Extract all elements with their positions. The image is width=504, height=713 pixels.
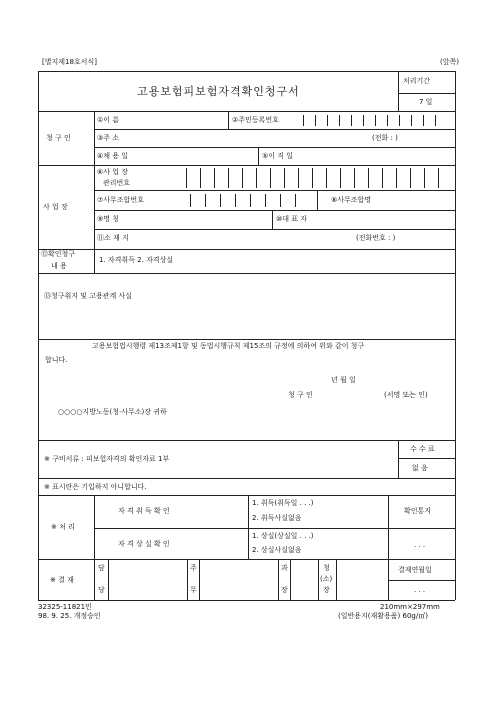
loss-item-1: 1. 상실(상실일 . . .) bbox=[252, 532, 314, 540]
approval-cell-3b: 장 bbox=[281, 586, 288, 594]
acquisition-check-label: 자 격 취 득 확 인 bbox=[118, 507, 170, 515]
declaration-text-2: 합니다. bbox=[45, 356, 68, 364]
name-field-label: ①이 름 bbox=[97, 116, 120, 124]
notification-label: 확인통지 bbox=[404, 507, 432, 515]
hire-date-label: ④채 용 일 bbox=[97, 152, 129, 160]
management-number-label-2: 관리번호 bbox=[103, 179, 131, 187]
processing-period-value: 7 일 bbox=[419, 98, 433, 106]
signer-label: 청 구 인 bbox=[288, 391, 313, 399]
workplace-section-label: 사 업 장 bbox=[43, 203, 68, 211]
attachments-note: ※ 구비서류 : 피보험자격의 확인자료 1부 bbox=[44, 455, 170, 463]
claimant-section-label: 청 구 인 bbox=[46, 134, 71, 142]
declaration-text: 고용보험법시행령 제13조제1항 및 동법시행규칙 제15조의 규정에 의하여 위와 같이 청구 bbox=[92, 342, 365, 350]
processing-period-label: 처리기간 bbox=[403, 77, 431, 85]
form-number: [별지제18호서식] bbox=[42, 58, 97, 66]
office-use-notice: ※ 표시란은 기입하지 아니합니다. bbox=[44, 483, 147, 491]
representative-label: ⑩대 표 자 bbox=[276, 215, 308, 223]
agency-name-label: ⑧사무조합명 bbox=[331, 196, 372, 204]
approval-label: ※ 결 재 bbox=[50, 576, 74, 584]
approval-cell-4c: 장 bbox=[323, 586, 330, 594]
acquisition-item-1: 1. 취득(취득일 . . .) bbox=[252, 499, 314, 507]
sign-note: (서명 또는 인) bbox=[384, 391, 428, 399]
resident-number-label: ②주민등록번호 bbox=[232, 116, 279, 124]
addressee: ○○○○지방노동(청·사무소)장 귀하 bbox=[58, 408, 167, 416]
confirm-request-label-2: 내 용 bbox=[51, 262, 67, 270]
approval-cell-2b: 무 bbox=[190, 586, 197, 594]
confirm-request-label: ⑫확인청구 bbox=[41, 250, 76, 258]
loss-item-2: 2. 상실사실없음 bbox=[252, 546, 302, 554]
workplace-phone-label: (전화번호 : ) bbox=[356, 234, 396, 242]
location-label: ⑪소 재 지 bbox=[97, 234, 129, 242]
copy-label: (앞쪽) bbox=[440, 58, 459, 66]
approval-cell-4a: 청 bbox=[323, 564, 330, 572]
approval-cell-2a: 주 bbox=[190, 564, 197, 572]
processing-label: ※ 처 리 bbox=[51, 523, 75, 531]
leave-date-label: ⑤이 직 일 bbox=[262, 152, 294, 160]
paper-type: (일반용지(재활용품) 60g/㎡) bbox=[338, 612, 428, 620]
workplace-name-label: ⑨명 칭 bbox=[97, 215, 120, 223]
approval-cell-3a: 과 bbox=[281, 564, 288, 572]
address-field-label: ③주 소 bbox=[97, 134, 120, 142]
declaration-date: 년 월 일 bbox=[331, 376, 356, 384]
confirm-request-options: 1. 자격취득 2. 자격상실 bbox=[99, 256, 174, 264]
paper-size: 210mm×297mm bbox=[380, 603, 440, 611]
management-number-label: ⑥사 업 장 bbox=[97, 168, 129, 176]
approval-revision-date: 98. 9. 25. 개정승인 bbox=[38, 612, 101, 620]
form-title: 고용보험피보험자격확인청구서 bbox=[137, 85, 300, 98]
notification-date-dots: . . . bbox=[414, 541, 426, 549]
loss-check-label: 자 격 상 실 확 인 bbox=[118, 540, 170, 548]
form-code: 32325-11821민 bbox=[38, 603, 92, 611]
fee-label: 수 수 료 bbox=[410, 445, 435, 453]
approval-date-label: 결재연월일 bbox=[398, 566, 432, 574]
claimant-phone-label: (전화 : ) bbox=[372, 134, 398, 142]
approval-cell-1a: 담 bbox=[98, 564, 105, 572]
fee-value: 없 음 bbox=[412, 464, 428, 472]
approval-date-dots: . . . bbox=[414, 586, 426, 594]
approval-cell-4b: (소) bbox=[320, 575, 333, 583]
approval-cell-1b: 당 bbox=[98, 586, 105, 594]
agency-number-label: ⑦사무조합번호 bbox=[97, 196, 144, 204]
acquisition-item-2: 2. 취득사실없음 bbox=[252, 514, 302, 522]
reason-label: ⑬청구취지 및 고용관계 사실 bbox=[44, 292, 133, 300]
